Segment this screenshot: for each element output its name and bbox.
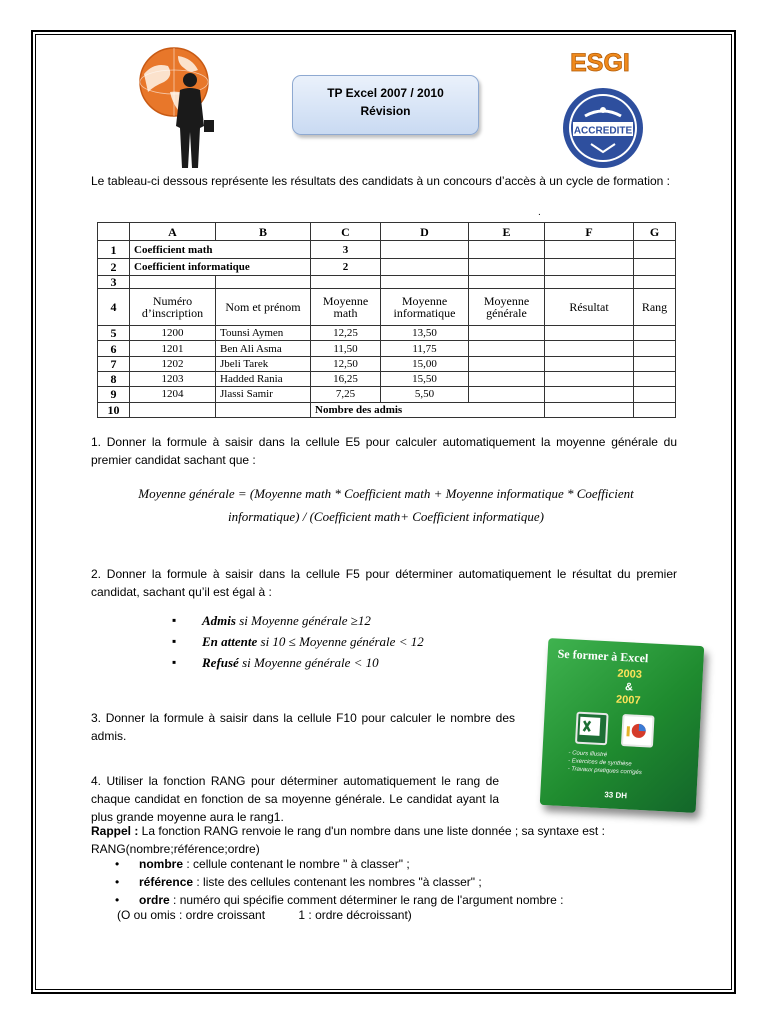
question-2: 2. Donner la formule à saisir dans la cellule F5 pour déterminer automatiquement le résultat du premier candidat, sachant qu’il est égal à : xyxy=(91,567,677,599)
cell-info: 5,50 xyxy=(381,387,469,402)
cell-num: 1204 xyxy=(130,387,216,402)
cell-num: 1203 xyxy=(130,372,216,387)
table-row xyxy=(98,241,676,258)
book-line2: - Exercices de synthèse xyxy=(567,758,632,768)
header-rang: Rang xyxy=(634,289,676,326)
cell xyxy=(634,402,676,417)
cell-f10 xyxy=(545,402,634,417)
cell xyxy=(545,326,634,341)
question-1: 1. Donner la formule à saisir dans la cellule E5 pour calculer automatiquement la moyenne générale du premier candidat sachant que : xyxy=(91,435,677,467)
cell xyxy=(381,241,469,258)
cell xyxy=(545,241,634,258)
excel-icon xyxy=(575,712,609,746)
title-line2: Révision xyxy=(360,104,411,118)
book-cover-image xyxy=(518,636,706,820)
cell xyxy=(469,341,545,356)
header-resultat: Résultat xyxy=(545,289,634,326)
table-row xyxy=(98,276,676,289)
cell xyxy=(311,276,381,289)
header-generale: Moyenne générale xyxy=(469,289,545,326)
cell-nom: Jlassi Samir xyxy=(216,387,311,402)
list-item xyxy=(172,654,424,675)
stray-mark: . xyxy=(538,207,541,218)
row-number: 6 xyxy=(98,341,130,356)
cell xyxy=(545,276,634,289)
title-box xyxy=(292,75,479,135)
list-item xyxy=(113,855,564,873)
formula-moyenne xyxy=(112,482,660,528)
row-number: 7 xyxy=(98,356,130,371)
col-header-c: C xyxy=(311,223,381,241)
formula-line1: Moyenne générale = (Moyenne math * Coefficient math + Moyenne informatique * Coefficient xyxy=(138,486,634,501)
list-item xyxy=(172,633,424,654)
col-header-d: D xyxy=(381,223,469,241)
question-3: 3. Donner la formule à saisir dans la cellule F10 pour calculer le nombre des admis. xyxy=(91,711,515,743)
bullet-icon: • xyxy=(115,875,120,889)
cell xyxy=(216,402,311,417)
row-number: 4 xyxy=(98,289,130,326)
arg-name: ordre xyxy=(139,893,170,907)
cell xyxy=(469,372,545,387)
book-cover xyxy=(540,638,705,813)
cell-num: 1202 xyxy=(130,356,216,371)
cell xyxy=(545,258,634,275)
cell-nom: Ben Ali Asma xyxy=(216,341,311,356)
rappel-section xyxy=(91,822,691,858)
table-row xyxy=(98,258,676,275)
header-info: Moyenne informatique xyxy=(381,289,469,326)
seal-text: ACCREDITE xyxy=(573,125,633,137)
rang-arguments-list xyxy=(113,855,564,909)
header-math: Moyenne math xyxy=(311,289,381,326)
bullet-icon: ▪ xyxy=(172,634,177,648)
condition-rule: si Moyenne générale ≥12 xyxy=(235,613,371,628)
spreadsheet xyxy=(97,222,675,418)
book-line1: - Cours illustré xyxy=(568,750,608,759)
row-number: 10 xyxy=(98,402,130,417)
bullet-icon: • xyxy=(115,857,120,871)
row-number: 5 xyxy=(98,326,130,341)
bullet-icon: • xyxy=(115,893,120,907)
col-header-e: E xyxy=(469,223,545,241)
col-header-g: G xyxy=(634,223,676,241)
cell xyxy=(130,402,216,417)
esgi-logo xyxy=(562,48,638,76)
cell xyxy=(381,276,469,289)
col-header-f: F xyxy=(545,223,634,241)
table-row xyxy=(98,326,676,341)
cell xyxy=(216,276,311,289)
table-row xyxy=(98,402,676,417)
header-nom: Nom et prénom xyxy=(216,289,311,326)
cell-nom: Tounsi Aymen xyxy=(216,326,311,341)
cell-math: 11,50 xyxy=(311,341,381,356)
formula-line2: informatique) / (Coefficient math+ Coefficient informatique) xyxy=(227,509,545,524)
row-number: 3 xyxy=(98,276,130,289)
rang-syntax: RANG(nombre;référence;ordre) xyxy=(91,842,260,856)
cell xyxy=(130,276,216,289)
condition-label: Admis xyxy=(202,613,236,628)
book-years xyxy=(603,667,655,709)
condition-label: En attente xyxy=(202,634,258,649)
arg-name: référence xyxy=(139,875,194,889)
col-header-b: B xyxy=(216,223,311,241)
table-row xyxy=(98,341,676,356)
row-number: 2 xyxy=(98,258,130,275)
row-number: 8 xyxy=(98,372,130,387)
cell xyxy=(634,356,676,371)
question-4: 4. Utiliser la fonction RANG pour déterminer automatiquement le rang de chaque candidat en fonction de sa moyenne générale. Le candidat ayant la plus grande moyenne aura le rang1. xyxy=(91,774,499,824)
conditions-list xyxy=(172,612,424,675)
cell xyxy=(469,258,545,275)
cell xyxy=(634,341,676,356)
condition-rule: si 10 ≤ Moyenne générale < 12 xyxy=(257,634,424,649)
book-contents xyxy=(567,749,642,777)
arg-desc: : numéro qui spécifie comment déterminer le rang de l'argument nombre : xyxy=(169,893,564,907)
condition-label: Refusé xyxy=(202,655,239,670)
table-row xyxy=(98,387,676,402)
cell-num: 1201 xyxy=(130,341,216,356)
order-note: (O ou omis : ordre croissant 1 : ordre décroissant) xyxy=(117,908,412,922)
title-line1: TP Excel 2007 / 2010 xyxy=(327,86,444,100)
cell xyxy=(469,387,545,402)
header-numero: Numéro d’inscription xyxy=(130,289,216,326)
cell-math: 16,25 xyxy=(311,372,381,387)
cell xyxy=(381,258,469,275)
row-number: 9 xyxy=(98,387,130,402)
esgi-logo-text: ESGI xyxy=(570,49,630,76)
cell xyxy=(469,241,545,258)
cell-math: 7,25 xyxy=(311,387,381,402)
chart-icon xyxy=(621,714,655,748)
cell xyxy=(634,241,676,258)
book-year1: 2003 xyxy=(617,667,643,681)
cell xyxy=(634,326,676,341)
cell-info: 15,50 xyxy=(381,372,469,387)
arg-desc: : cellule contenant le nombre " à classer" ; xyxy=(183,857,410,871)
bullet-icon: ▪ xyxy=(172,613,177,627)
cell xyxy=(545,372,634,387)
cell-math: 12,50 xyxy=(311,356,381,371)
coef-math-label: Coefficient math xyxy=(130,241,311,258)
cell xyxy=(634,372,676,387)
cell xyxy=(634,387,676,402)
cell xyxy=(545,387,634,402)
nombre-admis-label: Nombre des admis xyxy=(311,402,545,417)
cell xyxy=(469,356,545,371)
arg-desc: : liste des cellules contenant les nombres "à classer" ; xyxy=(193,875,482,889)
coef-info-value: 2 xyxy=(311,258,381,275)
list-item xyxy=(172,612,424,633)
rappel-label: Rappel : xyxy=(91,824,139,838)
cell-nom: Hadded Rania xyxy=(216,372,311,387)
cell-num: 1200 xyxy=(130,326,216,341)
list-item xyxy=(113,873,564,891)
cell-info: 15,00 xyxy=(381,356,469,371)
cell xyxy=(469,276,545,289)
book-title: Se former à Excel xyxy=(557,646,649,666)
book-amp: & xyxy=(624,681,634,694)
corner-cell xyxy=(98,223,130,241)
arg-name: nombre xyxy=(139,857,184,871)
rappel-text: La fonction RANG renvoie le rang d'un nombre dans une liste donnée ; sa syntaxe est : xyxy=(138,824,605,838)
cell-info: 11,75 xyxy=(381,341,469,356)
cell-nom: Jbeli Tarek xyxy=(216,356,311,371)
table-row xyxy=(98,356,676,371)
book-price: 33 DH xyxy=(604,790,628,801)
cell xyxy=(634,258,676,275)
cell xyxy=(469,326,545,341)
book-line3: - Travaux pratiques corrigés xyxy=(567,766,642,777)
cell xyxy=(545,356,634,371)
cell-info: 13,50 xyxy=(381,326,469,341)
cell xyxy=(634,276,676,289)
column-header-row xyxy=(98,223,676,241)
row-number: 1 xyxy=(98,241,130,258)
coef-info-label: Coefficient informatique xyxy=(130,258,311,275)
intro-text: Le tableau-ci dessous représente les résultats des candidats à un concours d’accès à un cycle de formation : xyxy=(91,174,670,188)
book-year2: 2007 xyxy=(615,693,641,707)
cell-math: 12,25 xyxy=(311,326,381,341)
condition-rule: si Moyenne générale < 10 xyxy=(238,655,379,670)
table-header-row xyxy=(98,289,676,326)
globe-businessman-logo xyxy=(134,46,230,170)
bullet-icon: ▪ xyxy=(172,655,177,669)
table-row xyxy=(98,372,676,387)
cell xyxy=(545,341,634,356)
coef-math-value: 3 xyxy=(311,241,381,258)
col-header-a: A xyxy=(130,223,216,241)
accredite-seal xyxy=(561,86,645,170)
